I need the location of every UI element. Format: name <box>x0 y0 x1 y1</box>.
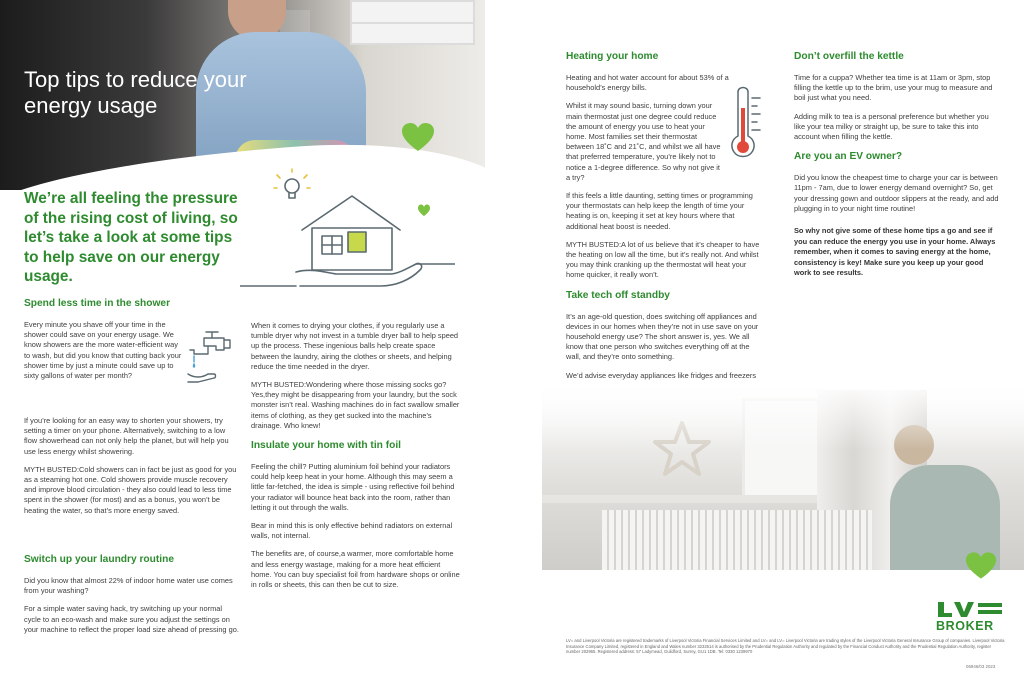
laundry-section <box>24 553 239 643</box>
heating-paragraph-3: If this feels a little daunting, setting times or programming your thermostats can help keep the length of time your heating is on, keeping it set at key hours where that additional heat boost is needed. <box>566 191 753 231</box>
shower-section-cont <box>24 416 239 524</box>
standby-paragraph-2: We’d advise everyday appliances like fridges and freezers <box>566 370 757 380</box>
kettle-ev-column <box>794 50 999 287</box>
laundry-paragraph-1: Did you know that almost 22% of indoor home water use comes from your washing? <box>24 576 233 596</box>
thermometer-icon <box>728 84 768 160</box>
heating-myth: MYTH BUSTED:A lot of us believe that it’s cheaper to have the heating on low all the time, but it’s really not. And whilst you may think cranking up the thermostat will heat your home quicker, it really won’t. <box>566 239 760 280</box>
kettle-heading: Don’t overfill the kettle <box>794 51 904 62</box>
laundry-foil-column <box>251 321 461 598</box>
shower-paragraph-2: If you’re looking for an easy way to shorten your showers, try setting a timer on your phone. Alternatively, switching to a low flow showerhead can not only help the planet, but will help you use less energy whilst showering. <box>24 416 229 456</box>
lightbulb-icon <box>274 169 310 198</box>
foil-paragraph-1: Feeling the chill? Putting aluminium foil behind your radiators could help keep heat in your home. Although this may seem a little far-fetched, the idea is simple - using reflective foil behind your radiator will bounce heat back into the room, rather than letting it out through the walls. <box>251 462 455 512</box>
heating-heading: Heating your home <box>566 51 659 62</box>
document-code: 06946/03 2023 <box>966 664 996 669</box>
foil-paragraph-3: The benefits are, of course,a warmer, more comfortable home and less energy wastage, making for a more heat efficient home. You can buy specialist foil from hardware shops or online in rolls or sheets, this can then be cut to size. <box>251 549 460 590</box>
standby-paragraph-1: It’s an age-old question, does switching off appliances and devices in our homes when they’re not in use save on your household energy use? The short answer is, yes. We all know that one person who switches everything off at the wall, and they’re onto something. <box>566 311 759 362</box>
shower-myth: MYTH BUSTED:Cold showers can in fact be just as good for you as a steaming hot one. Cold showers provide muscle recovery and improve blood circulation - they also could lead to less time spent in the shower (for most) and as a bonus, you won’t be heating the water, so that’s more energy saved. <box>24 464 237 515</box>
photo-fade <box>542 380 1024 450</box>
foil-heading: Insulate your home with tin foil <box>251 440 401 452</box>
heating-paragraph-1: Heating and hot water account for about 53% of a household’s energy bills. <box>566 73 729 93</box>
foil-paragraph-2: Bear in mind this is only effective behind radiators on external walls, not internal. <box>251 521 453 541</box>
photo-radiator <box>602 510 872 570</box>
house-in-hand-icon <box>240 168 455 293</box>
heart-icon <box>965 551 997 580</box>
lv-broker-logo <box>936 601 1004 633</box>
logo-broker-text: BROKER <box>936 619 994 633</box>
kettle-paragraph-1: Time for a cuppa? Whether tea time is at 11am or 3pm, stop filling the kettle up to the brim, use your mug to measure and boil just what you need. <box>794 73 993 103</box>
laundry-paragraph-3: When it comes to drying your clothes, if you regularly use a tumble dryer why not invest in a tumble dryer ball to help speed up the process. These ingenious balls help create space between the laundry, airing the clothes or sheets, and helping reduce the time needed in the dryer. <box>251 321 459 371</box>
laundry-heading: Switch up your laundry routine <box>24 554 174 565</box>
kettle-paragraph-2: Adding milk to tea is a personal preference but whether you like your tea milky or straight up, be sure to take this into account when filling the kettle. <box>794 111 989 142</box>
heating-paragraph-2: Whilst it may sound basic, turning down your main thermostat just one degree could reduce the amount of energy you use to heat your home. Most families set their thermostat between 18˚C and 21˚C, and whilst we all have that preferred temperature, you’re likely not to notice a 1-degree difference. So why not give it a try? <box>566 101 721 182</box>
page-title: Top tips to reduce your energy usage <box>24 67 247 118</box>
standby-heading: Take tech off standby <box>566 289 670 301</box>
shower-heading: Spend less time in the shower <box>24 298 171 309</box>
laundry-paragraph-2: For a simple water saving hack, try switching up your normal cycle to an eco-wash and make sure you adjust the settings on your machine to reflect the proper load size ahead of pressing go. <box>24 604 239 634</box>
ev-paragraph-1: Did you know the cheapest time to charge your car is between 11pm - 7am, due to lower energy demand overnight? So, get your dressing gown and outdoor slippers at the ready, and add plugging in to your night time routine! <box>794 173 999 213</box>
laundry-myth: MYTH BUSTED:Wondering where those missing socks go? Yes,they might be disappearing from your laundry, but the sock monster isn’t real. Washing machines do in fact swallow smaller items of clothing, as they get sucked into the machine’s drainage. Who knew! <box>251 380 460 430</box>
closing-paragraph: So why not give some of these home tips a go and see if you can reduce the energy you use in your home. Always remember, when it comes to saving energy at the home, consistency is key! Make sure you keep up your good work to see results. <box>794 226 996 278</box>
shower-paragraph-1: Every minute you shave off your time in the shower could save on your energy usage. We know showers are the more water-efficient way to wash, but did you know that cutting back your shower time by just a minute could save up to sixty gallons of water per month? <box>24 320 182 381</box>
hero-window <box>350 0 475 45</box>
legal-text: LV= and Liverpool Victoria are registered trademarks of Liverpool Victoria Financial Services Limited and LV= and LV= Liverpool Victoria are trading styles of the Liverpool Victoria General Insurance Group of companies. Liverpool Victoria Insurance Company Limited, registered in England and Wales number 3232514 is authorised by the Prudential Regulation Authority and regulated by the Financial Conduct Authority and the Prudential Regulation Authority, register number 202965. Registered address: 57 Ladymead, Guildford, Surrey, GU1 1DB. Tel: 0330 1239970 <box>566 638 1005 655</box>
ev-heading: Are you an EV owner? <box>794 151 903 163</box>
intro-text: We’re all feeling the pressure of the rising cost of living, so let’s take a look at some tips to help save on our energy usage. <box>24 190 238 285</box>
radiator-photo <box>542 380 1024 570</box>
tap-icon <box>186 328 232 386</box>
lv-logo-mark <box>936 601 1004 618</box>
heart-icon <box>401 122 435 152</box>
